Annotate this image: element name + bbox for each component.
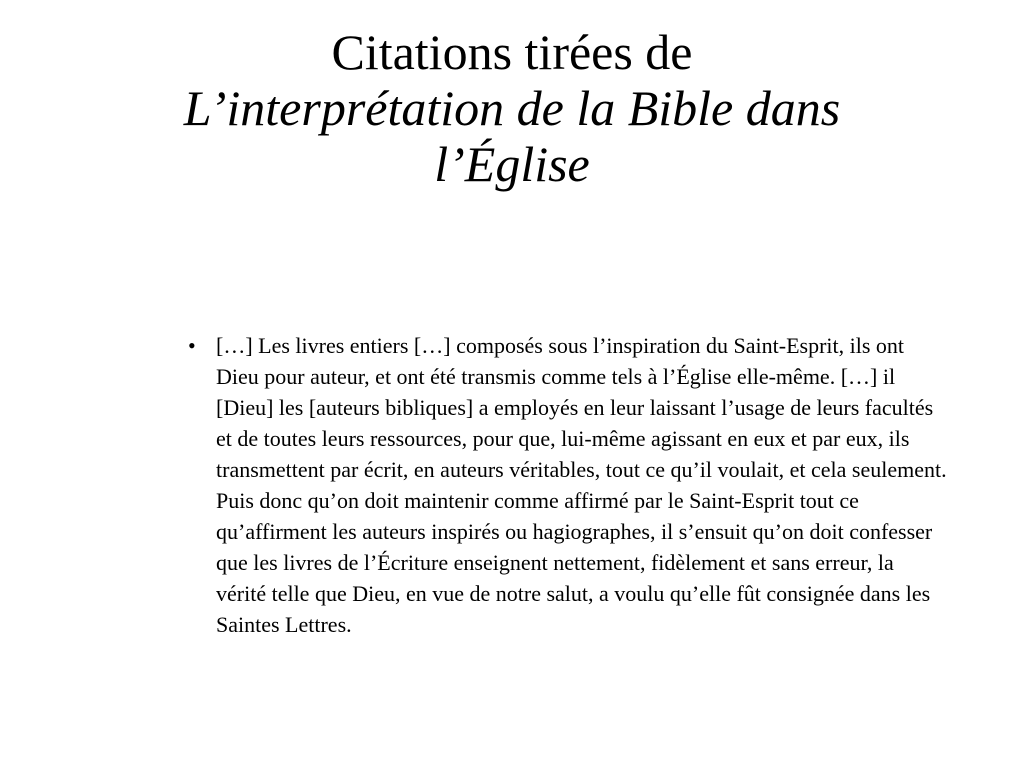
bullet-item <box>188 330 948 640</box>
slide-title <box>0 24 1024 192</box>
quotation-text: […] Les livres entiers […] composés sous l’inspiration du Saint-Esprit, ils ont Dieu pour auteur, et ont été transmis comme tels à l’Église elle-même. […] il [Dieu] les [auteurs bibliques] a employés en leur laissant l’usage de leurs facultés et de toutes leurs ressources, pour que, lui-même agissant en eux et par eux, ils transmettent par écrit, en auteurs véritables, tout ce qu’il voulait, et cela seulement. Puis donc qu’on doit maintenir comme affirmé par le Saint-Esprit tout ce qu’affirment les auteurs inspirés ou hagiographes, il s’ensuit qu’on doit confesser que les livres de l’Écriture enseignent nettement, fidèlement et sans erreur, la vérité telle que Dieu, en vue de notre salut, a voulu qu’elle fût consignée dans les Saintes Lettres. <box>216 333 947 637</box>
slide-body <box>188 330 948 640</box>
bullet-list <box>188 330 948 640</box>
slide-title-line-3: l’Église <box>434 136 590 192</box>
bullet-marker: • <box>188 333 196 358</box>
slide-title-line-2: L’interprétation de la Bible dans <box>183 80 841 136</box>
slide-title-line-1: Citations tirées de <box>331 24 693 80</box>
